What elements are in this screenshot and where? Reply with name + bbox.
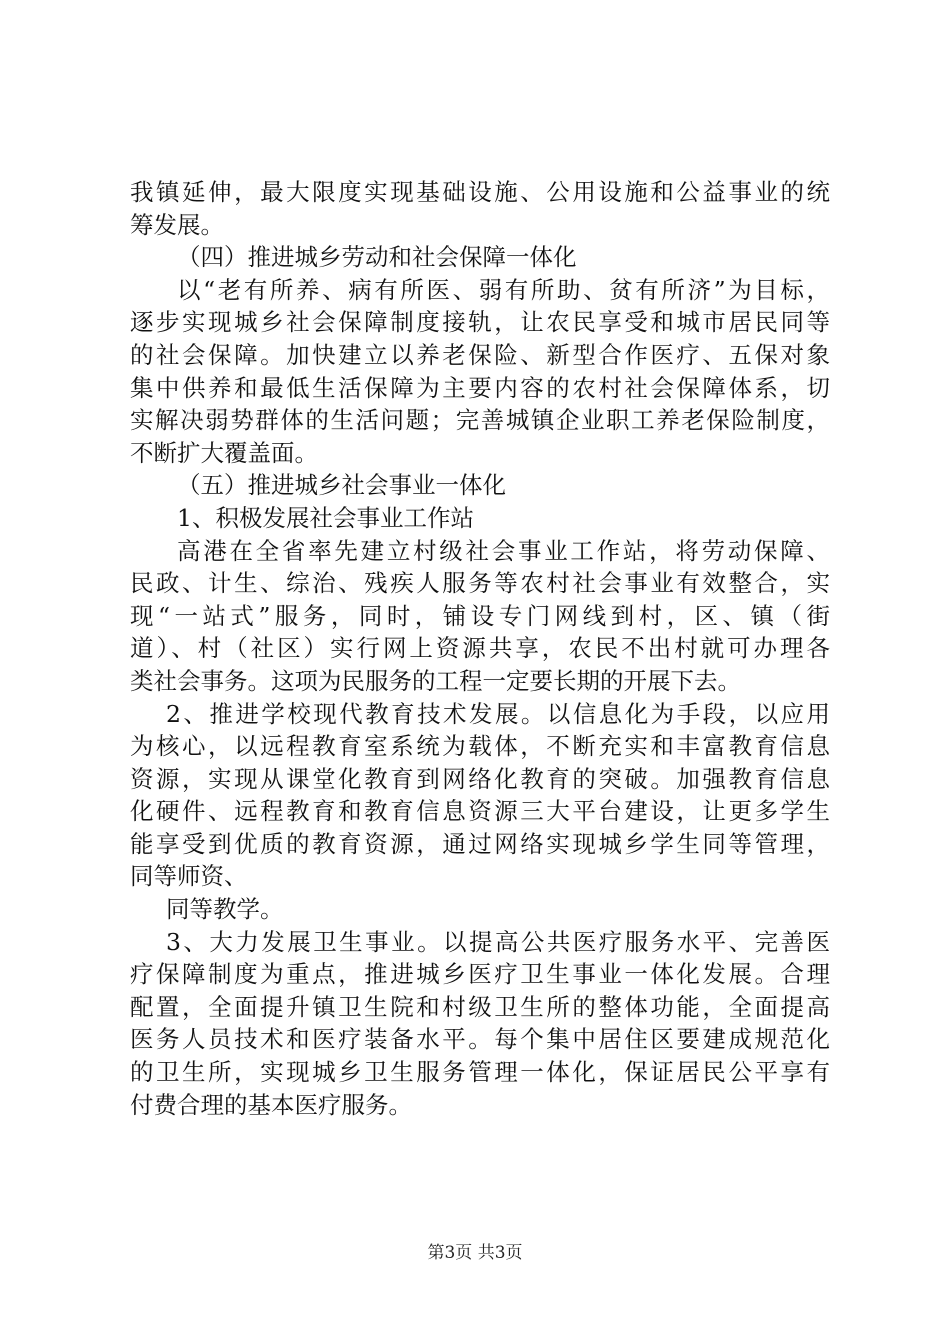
document-body <box>130 176 830 1121</box>
text-line: 以“老有所养、病有所医、弱有所助、贫有所济”为目标， <box>177 275 830 304</box>
text-line: 化硬件、远程教育和教育信息资源三大平台建设，让更多学生 <box>130 797 830 826</box>
text-line: 现“一站式”服务，同时，铺设专门网线到村，区、镇（街 <box>130 601 830 630</box>
subsection-heading: 1、积极发展社会事业工作站 <box>177 503 474 532</box>
text-line: 2、推进学校现代教育技术发展。以信息化为手段，以应用 <box>166 699 830 728</box>
text-line: 为核心，以远程教育室系统为载体，不断充实和丰富教育信息 <box>130 732 830 761</box>
text-line: 的社会保障。加快建立以养老保险、新型合作医疗、五保对象 <box>130 340 830 369</box>
text-line: 我镇延伸，最大限度实现基础设施、公用设施和公益事业的统 <box>130 178 830 206</box>
text-line: 的卫生所，实现城乡卫生服务管理一体化，保证居民公平享有 <box>130 1058 830 1087</box>
text-line: 集中供养和最低生活保障为主要内容的农村社会保障体系，切 <box>130 373 830 402</box>
section-heading: （四）推进城乡劳动和社会保障一体化 <box>177 243 577 272</box>
text-line: 3、大力发展卫生事业。以提高公共医疗服务水平、完善医 <box>166 927 830 956</box>
text-line: 民政、计生、综治、残疾人服务等农村社会事业有效整合，实 <box>130 569 830 598</box>
text-line: 类社会事务。这项为民服务的工程一定要长期的开展下去。 <box>130 666 741 695</box>
text-line: 配置，全面提升镇卫生院和村级卫生所的整体功能，全面提高 <box>130 992 830 1021</box>
section-heading: （五）推进城乡社会事业一体化 <box>177 471 506 500</box>
text-line: 高港在全省率先建立村级社会事业工作站，将劳动保障、 <box>177 536 830 565</box>
text-line: 道）、村（社区）实行网上资源共享，农民不出村就可办理各 <box>130 634 830 663</box>
text-line: 同等教学。 <box>166 895 284 924</box>
text-line: 逐步实现城乡社会保障制度接轨，让农民享受和城市居民同等 <box>130 308 830 337</box>
text-line: 能享受到优质的教育资源，通过网络实现城乡学生同等管理， <box>130 829 830 858</box>
page-number-footer: 第3页 共3页 <box>427 1243 523 1263</box>
text-line: 同等师资、 <box>130 862 248 891</box>
text-line: 医务人员技术和医疗装备水平。每个集中居住区要建成规范化 <box>130 1025 830 1054</box>
text-line: 筹发展。 <box>130 210 224 239</box>
text-line: 不断扩大覆盖面。 <box>130 438 318 467</box>
text-line: 疗保障制度为重点，推进城乡医疗卫生事业一体化发展。合理 <box>130 960 830 989</box>
text-line: 资源，实现从课堂化教育到网络化教育的突破。加强教育信息 <box>130 764 830 793</box>
text-line: 实解决弱势群体的生活问题；完善城镇企业职工养老保险制度， <box>130 406 830 435</box>
text-line: 付费合理的基本医疗服务。 <box>130 1090 412 1119</box>
